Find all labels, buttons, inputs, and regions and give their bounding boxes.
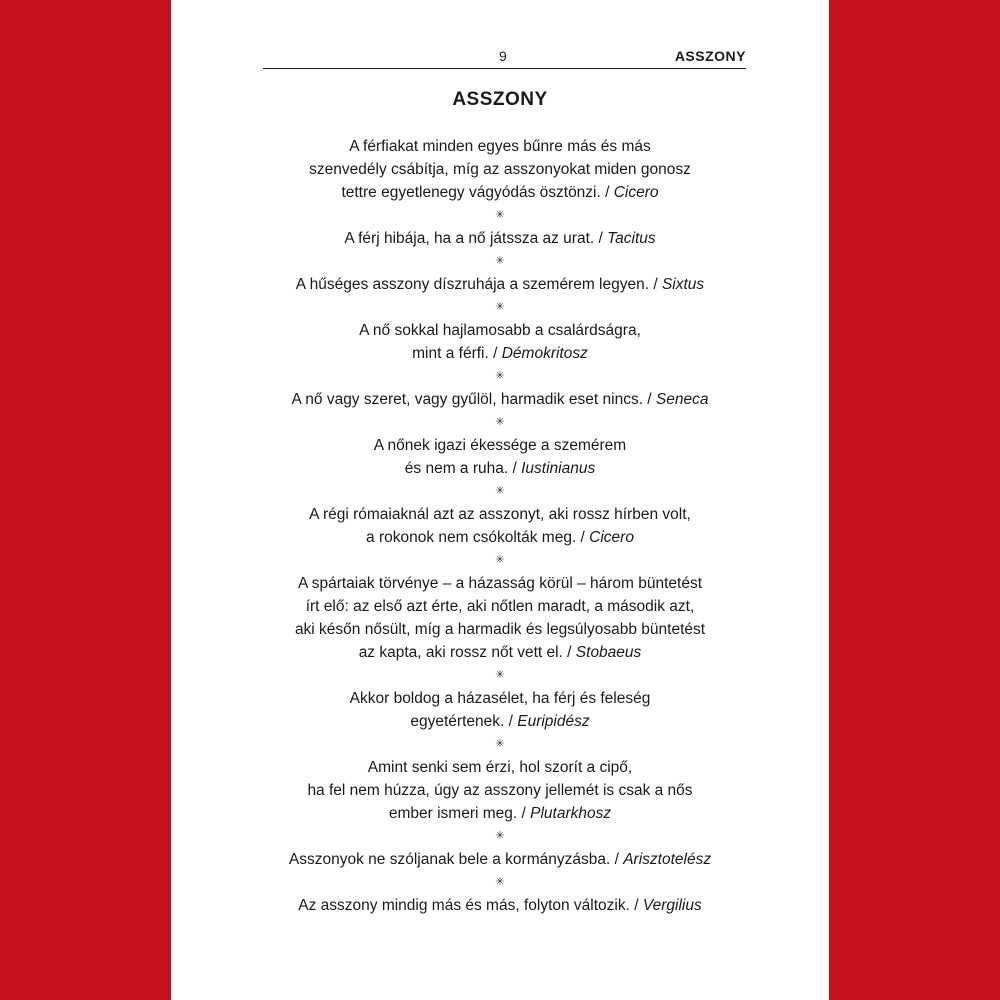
quote	[171, 756, 829, 825]
quote	[171, 388, 829, 411]
quote-author: Euripidész	[517, 713, 590, 730]
chapter-title: ASSZONY	[452, 89, 548, 110]
quote-separator-icon: ✳	[495, 876, 505, 888]
running-header	[263, 46, 746, 69]
quote-separator-icon: ✳	[495, 255, 505, 267]
quote	[171, 273, 829, 296]
quote-author: Tacitus	[607, 230, 656, 247]
quote-line: A régi rómaiaknál azt az asszonyt, aki rossz hírben volt,	[309, 506, 691, 523]
quote-separator-icon: ✳	[495, 669, 505, 681]
quote-separator-icon: ✳	[495, 370, 505, 382]
quote-author: Seneca	[655, 391, 709, 408]
quote-line: A spártaiak törvénye – a házasság körül – három büntetést	[297, 575, 703, 592]
quote-line: Amint senki sem érzi, hol szorít a cipő,	[367, 759, 633, 776]
quote-author: Sixtus	[661, 276, 705, 293]
quote-separator-icon: ✳	[495, 301, 505, 313]
quote-line: az kapta, aki rossz nőt vett el. / Stobaeus	[358, 644, 642, 661]
quote-author: Stobaeus	[575, 644, 642, 661]
quote-line: Az asszony mindig más és más, folyton változik. / Vergilius	[298, 897, 702, 914]
quote-line: A nő sokkal hajlamosabb a csalárdságra,	[359, 322, 641, 339]
quote-line: és nem a ruha. / Iustinianus	[404, 460, 596, 477]
quote-separator-icon: ✳	[495, 554, 505, 566]
quote	[171, 135, 829, 204]
quote-author: Cicero	[613, 184, 659, 201]
quote-line: Akkor boldog a házasélet, ha férj és feleség	[349, 690, 651, 707]
quote-separator-icon: ✳	[495, 416, 505, 428]
book-page	[171, 0, 829, 1000]
quote-separator-icon: ✳	[495, 209, 505, 221]
quote-line: A nő vagy szeret, vagy gyűlöl, harmadik eset nincs. / Seneca	[291, 391, 709, 408]
quote-line: a rokonok nem csókolták meg. / Cicero	[366, 529, 634, 546]
quote-separator-icon: ✳	[495, 738, 505, 750]
quote-separator-icon: ✳	[495, 485, 505, 497]
quote-author: Vergilius	[642, 897, 702, 914]
quote-line: Asszonyok ne szóljanak bele a kormányzásba. / Arisztotelész	[288, 851, 712, 868]
quote-line: ember ismeri meg. / Plutarkhosz	[388, 805, 612, 822]
quote	[171, 848, 829, 871]
quote-separator-icon: ✳	[495, 830, 505, 842]
quote-line: írt elő: az első azt érte, aki nőtlen maradt, a második azt,	[305, 598, 695, 615]
quote-line: tettre egyetlenegy vágyódás ösztönzi. / Cicero	[341, 184, 659, 201]
quote-line: szenvedély csábítja, míg az asszonyokat miden gonosz	[309, 161, 691, 178]
quote-author: Cicero	[589, 529, 634, 546]
quote-line: aki későn nősült, míg a harmadik és legsúlyosabb büntetést	[294, 621, 706, 638]
quote	[171, 687, 829, 733]
quote-line: A hűséges asszony díszruhája a szemérem legyen. / Sixtus	[295, 276, 705, 293]
quote-line: ha fel nem húzza, úgy az asszony jellemét is csak a nős	[307, 782, 693, 799]
quote	[171, 894, 829, 917]
quote-line: A férj hibája, ha a nő játssza az urat. / Tacitus	[344, 230, 656, 247]
quote-author: Démokritosz	[501, 345, 588, 362]
quote-line: mint a férfi. / Démokritosz	[412, 345, 588, 362]
quote-author: Arisztotelész	[623, 851, 712, 868]
quote	[171, 503, 829, 549]
quote-list	[171, 135, 829, 917]
quote	[171, 572, 829, 664]
quote-author: Iustinianus	[521, 460, 596, 477]
quote	[171, 434, 829, 480]
quote-author: Plutarkhosz	[530, 805, 612, 822]
page-number: 9	[499, 48, 507, 64]
quote	[171, 227, 829, 250]
running-title: ASSZONY	[674, 48, 746, 64]
quote	[171, 319, 829, 365]
quote-line: A férfiakat minden egyes bűnre más és más	[349, 138, 651, 155]
quote-line: A nőnek igazi ékessége a szemérem	[373, 437, 627, 454]
quote-line: egyetértenek. / Euripidész	[410, 713, 590, 730]
